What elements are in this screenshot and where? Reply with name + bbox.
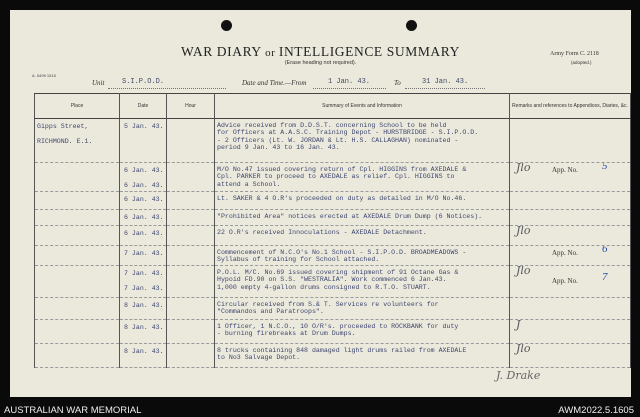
- row-date: 6 Jan. 43.: [124, 196, 164, 203]
- row-summary: P.O.L. M/C. No.69 issued covering shipment of 91 Octane Gas & Hypoid FD.90 on S.S. "WESTRALIA". Work commenced 6 Jan.43. 1,000 empty 4-gallon drums consigned to R.T.O. STUART.: [217, 269, 459, 291]
- row-hour: [167, 246, 214, 261]
- column-header-date: Date: [120, 94, 167, 119]
- table-row: [35, 298, 631, 320]
- row-place: [35, 226, 119, 245]
- footer-accession: AWM2022.5.1605: [558, 405, 634, 416]
- row-place: [35, 266, 119, 297]
- table-row: [35, 320, 631, 344]
- date-to-dotline: [405, 88, 485, 89]
- form-number: A. 5499 1515: [32, 73, 56, 78]
- column-header-hour: Hour: [167, 94, 215, 119]
- row-date: 8 Jan. 43.: [124, 348, 164, 355]
- row-place: [35, 163, 119, 191]
- table-header-row: [35, 94, 631, 119]
- title-main: WAR DIARY: [181, 44, 262, 59]
- column-header-summary: Summary of Events and Information: [215, 94, 510, 119]
- row-summary: "Prohibited Area" notices erected at AXEDALE Drum Dump (6 Notices).: [217, 213, 483, 220]
- row-remarks: [510, 163, 630, 190]
- row-date: 5 Jan. 43.: [124, 123, 164, 130]
- table-row: [35, 119, 631, 163]
- row-summary: Circular received from S.& T. Services re volunteers for "Commandos and Paratroops".: [217, 301, 439, 316]
- row-place: [35, 298, 119, 319]
- table-row: [35, 210, 631, 226]
- row-date: 7 Jan. 43.: [124, 250, 164, 257]
- row-remarks: [510, 246, 630, 264]
- row-hour: [167, 226, 214, 241]
- row-summary: Lt. SAKER & 4 O.R's proceeded on duty as detailed in M/O No.46.: [217, 195, 467, 202]
- unit-value: S.I.P.O.D.: [122, 78, 165, 86]
- diary-table: [34, 93, 631, 368]
- date-to: 31 Jan. 43.: [422, 78, 469, 86]
- row-date: 7 Jan. 43. 7 Jan. 43.: [124, 270, 164, 292]
- table-row: [35, 226, 631, 246]
- table-row: [35, 266, 631, 298]
- row-remarks: [510, 119, 630, 161]
- punch-hole-right: [406, 20, 417, 31]
- row-remarks: [510, 320, 630, 342]
- row-place: [35, 210, 119, 225]
- punch-hole-left: [221, 20, 232, 31]
- row-initials: J: [516, 320, 521, 331]
- row-summary: Advice received from D.D.S.T. concerning School to be held for Officers at A.A.S.C. Training Depot - HURSTBRIDGE - S.I.P.O.D. - 2 Officers (Lt. W. JORDAN & Lt. H.S. CALLAGHAN) nominated - period 9 Jan. 43 to 16 Jan. 43.: [217, 122, 479, 152]
- unit-dotline: [108, 88, 226, 89]
- signature: J. Drake: [496, 369, 541, 382]
- row-appendix-number: 5: [602, 163, 608, 172]
- column-header-place: Place: [35, 94, 120, 119]
- title-rest: INTELLIGENCE SUMMARY: [278, 44, 460, 59]
- row-remarks: [510, 298, 630, 318]
- row-remarks: [510, 344, 630, 366]
- date-time-label: Date and Time.—From: [242, 79, 307, 87]
- row-place: Gipps Street, RICHMOND. E.1.: [37, 123, 93, 145]
- row-remarks: [510, 226, 630, 244]
- row-summary: M/O No.47 issued covering return of Cpl. HIGGINS from AXEDALE & Cpl. PARKER to proceed to AXEDALE as relief. Cpl. HIGGINS to attend a School.: [217, 166, 467, 188]
- row-initials: Jlo: [516, 266, 531, 277]
- row-hour: [167, 119, 214, 158]
- row-summary: 22 O.R's received Innoculations - AXEDALE Detachment.: [217, 229, 427, 236]
- subtitle: (Erase heading not required).: [284, 60, 357, 66]
- row-summary: Commencement of N.C.O's No.1 School - S.I.P.O.D. BROADMEADOWS - Syllabus of training for School attached.: [217, 249, 467, 264]
- column-header-remarks: Remarks and references to Appendices, Diaries, &c.: [510, 94, 631, 119]
- date-from: 1 Jan. 43.: [328, 78, 371, 86]
- row-summary: 1 Officer, 1 N.C.O., 10 O/R's. proceeded to ROCKBANK for duty - burning firebreaks at Drum Dumps.: [217, 323, 459, 338]
- table-row: [35, 246, 631, 266]
- to-label: To: [394, 79, 401, 87]
- army-form-label: Army Form C. 2118: [550, 51, 599, 57]
- table-row: [35, 192, 631, 210]
- unit-label: Unit: [92, 79, 105, 87]
- row-initials: Jlo: [516, 163, 531, 174]
- row-hour: [167, 266, 214, 293]
- row-date: 6 Jan. 43.: [124, 214, 164, 221]
- row-hour: [167, 344, 214, 363]
- row-appendix-number: 6: [602, 246, 608, 255]
- row-hour: [167, 192, 214, 205]
- row-date: 8 Jan. 43.: [124, 324, 164, 331]
- row-hour: [167, 298, 214, 315]
- row-appendix-number: 7: [602, 271, 608, 283]
- row-date: 6 Jan. 43. 6 Jan. 43.: [124, 167, 164, 189]
- row-date: 8 Jan. 43.: [124, 302, 164, 309]
- title-or: or: [261, 47, 279, 59]
- footer-credit: AUSTRALIAN WAR MEMORIAL: [4, 405, 142, 416]
- row-hour: [167, 210, 214, 221]
- row-appendix-label: App. No.: [552, 249, 578, 257]
- page-title: [10, 44, 631, 60]
- table-row: [35, 344, 631, 368]
- row-remarks: [510, 266, 630, 296]
- row-summary: 8 trucks containing 848 damaged light drums railed from AXEDALE to No3 Salvage Depot.: [217, 347, 467, 362]
- row-appendix-label: App. No.: [552, 277, 578, 285]
- row-hour: [167, 163, 214, 187]
- row-hour: [167, 320, 214, 339]
- row-initials: Jlo: [516, 226, 531, 237]
- row-remarks: [510, 192, 630, 208]
- row-place: [35, 246, 119, 265]
- row-date: 6 Jan. 43.: [124, 230, 164, 237]
- diary-page: [10, 10, 631, 397]
- row-initials: Jlo: [516, 344, 531, 355]
- army-form-note: (adopted.): [571, 60, 592, 65]
- row-remarks: [510, 210, 630, 224]
- table-row: [35, 163, 631, 192]
- date-from-dotline: [313, 88, 386, 89]
- row-appendix-label: App. No.: [552, 166, 578, 174]
- row-place: [35, 320, 119, 343]
- row-place: [35, 344, 119, 367]
- row-place: [35, 192, 119, 209]
